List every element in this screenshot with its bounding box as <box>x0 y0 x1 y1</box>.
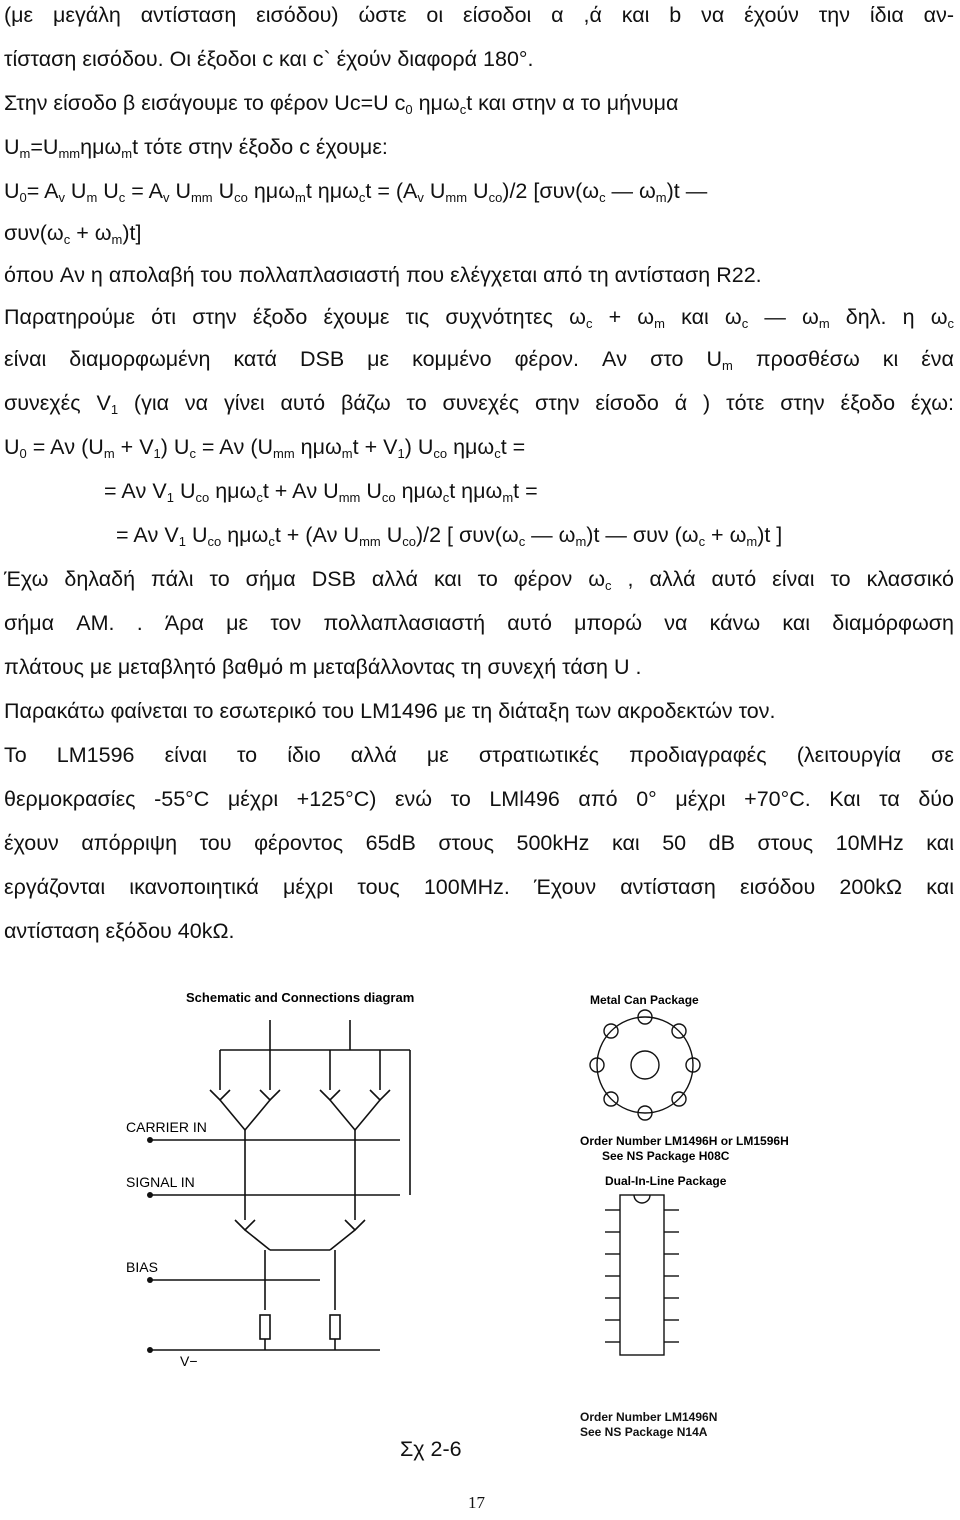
text-line: Παρακάτω φαίνεται το εσωτερικό του LM1496 με τη διάταξη των ακροδεκτών τον. <box>4 699 776 723</box>
text-line: = Aν $V_1$ $U_{co}$ ημω$_c$t + (Aν $U_{mm}$ $U_{co})/2$ [ $\sigma\upsilon\nu(\omega_c$ — $\omega_m)t$ — συν $(\omega_c + \omega_m)t$ ] <box>116 523 783 549</box>
schematic-title: Schematic and Connections diagram <box>186 990 415 1005</box>
bias-label: BIAS <box>126 1259 158 1275</box>
text-line: Παρατηρούμε ότι στην έξοδο έχουμε τις συχνότητες $\omega_c + \omega_m$ και $\omega_c$ — $\omega_m$ δηλ. η $\omega_c$ <box>4 305 954 331</box>
text-line: Στην είσοδο β εισάγουμε το φέρον Uc=U $c_0$ ημω$_c$t και στην α το μήνυμα <box>4 91 679 117</box>
text-line: συνεχές $V_1$ (για να γίνει αυτό βάζω το συνεχές στην είσοδο ά ) τότε στην έξοδο έχω: <box>4 391 954 417</box>
text-line: $U_m=U_{mm}\eta\mu\omega_mt$ τότε στην έξοδο c έχουμε: <box>4 135 388 161</box>
text-line: έχουν απόρριψη του φέροντος 65dB στους 500kHz και 50 dB στους 10MHz και <box>4 831 954 855</box>
package-metal: See NS Package H08C <box>602 1149 730 1163</box>
text-line: πλάτους με μεταβλητό βαθμό m μεταβάλλοντας τη συνεχή τάση U . <box>4 655 642 679</box>
order-number-dip: Order Number LM1496N <box>580 1410 718 1424</box>
text-line: = Aν $V_1$ $U_{co}$ ημω$_c$t + Aν $U_{mm}$ $U_{co}$ ημω$_c$t ημω$_m$t = <box>104 479 538 505</box>
dip-title: Dual-In-Line Package <box>605 1174 727 1188</box>
text-line: τίσταση εισόδου. Οι έξοδοι c και c` έχούν διαφορά 180°. <box>4 47 534 71</box>
text-line: είναι διαμορφωμένη κατά DSB με κομμένο φέρον. Aν στο $U_m$ προσθέσω κι ένα <box>4 347 954 373</box>
package-dip: See NS Package N14A <box>580 1425 708 1439</box>
figure-caption: Σχ 2-6 <box>400 1437 462 1461</box>
signal-in-label: SIGNAL IN <box>126 1174 195 1190</box>
text-line: όπου Aν η απολαβή του πολλαπλασιαστή που ελέγχεται από τη αντίσταση R22. <box>4 263 762 287</box>
text-line: αντίσταση εξόδου 40kΩ. <box>4 919 235 943</box>
text-line: (με μεγάλη αντίσταση εισόδου) ώστε οι είσοδοι α ,ά και b να έχούν την ίδια αν- <box>4 3 954 27</box>
text-line: Το LM1596 είναι το ίδιο αλλά με στρατιωτικές προδιαγραφές (λειτουργία σε <box>4 743 954 767</box>
metal-can-title: Metal Can Package <box>590 993 699 1007</box>
lm1496-schematic-diagram <box>120 980 820 1370</box>
text-line: $\sigma\upsilon\nu(\omega_c + \omega_m)t$] <box>4 221 142 247</box>
text-line: σήμα AM. . Άρα με τον πολλαπλασιαστή αυτό μπορώ να κάνω και διαμόρφωση <box>4 611 954 635</box>
text-line: $U_0 = A\nu$ $(U_m + V_1) U_c = A\nu$ ($U_{mm}$ $\eta\mu\omega_mt + V_1$) $U_{co}$ ημω$_c$t = <box>4 435 526 461</box>
v-minus-label: V− <box>180 1353 198 1369</box>
text-line: θερμοκρασίες -55°C μέχρι +125°C) ενώ το LMl496 από 0° μέχρι +70°C. Και τα δύο <box>4 787 954 811</box>
carrier-in-label: CARRIER IN <box>126 1119 207 1135</box>
page-number: 17 <box>468 1493 485 1512</box>
text-line: εργάζονται ικανοποιητικά μέχρι τους 100MHz. Έχουν αντίσταση εισόδου 200kΩ και <box>4 875 954 899</box>
text-line: $U_0= A_v$ $U_m$ $U_c = A_v$ $U_{mm}$ $U_{co}$ ημω$_m$t $\eta\mu\omega_ct = (A_v$ $U_{mm}$ $U_{co})/2$ [$\sigma\upsilon\nu(\omega_c$ — $\omega_m)t$ — <box>4 179 708 205</box>
text-line: Έχω δηλαδή πάλι το σήμα DSB αλλά και το φέρον $\omega_c$ , αλλά αυτό είναι το κλασσικό <box>4 567 954 593</box>
order-number-metal: Order Number LM1496H or LM1596H <box>580 1134 789 1148</box>
